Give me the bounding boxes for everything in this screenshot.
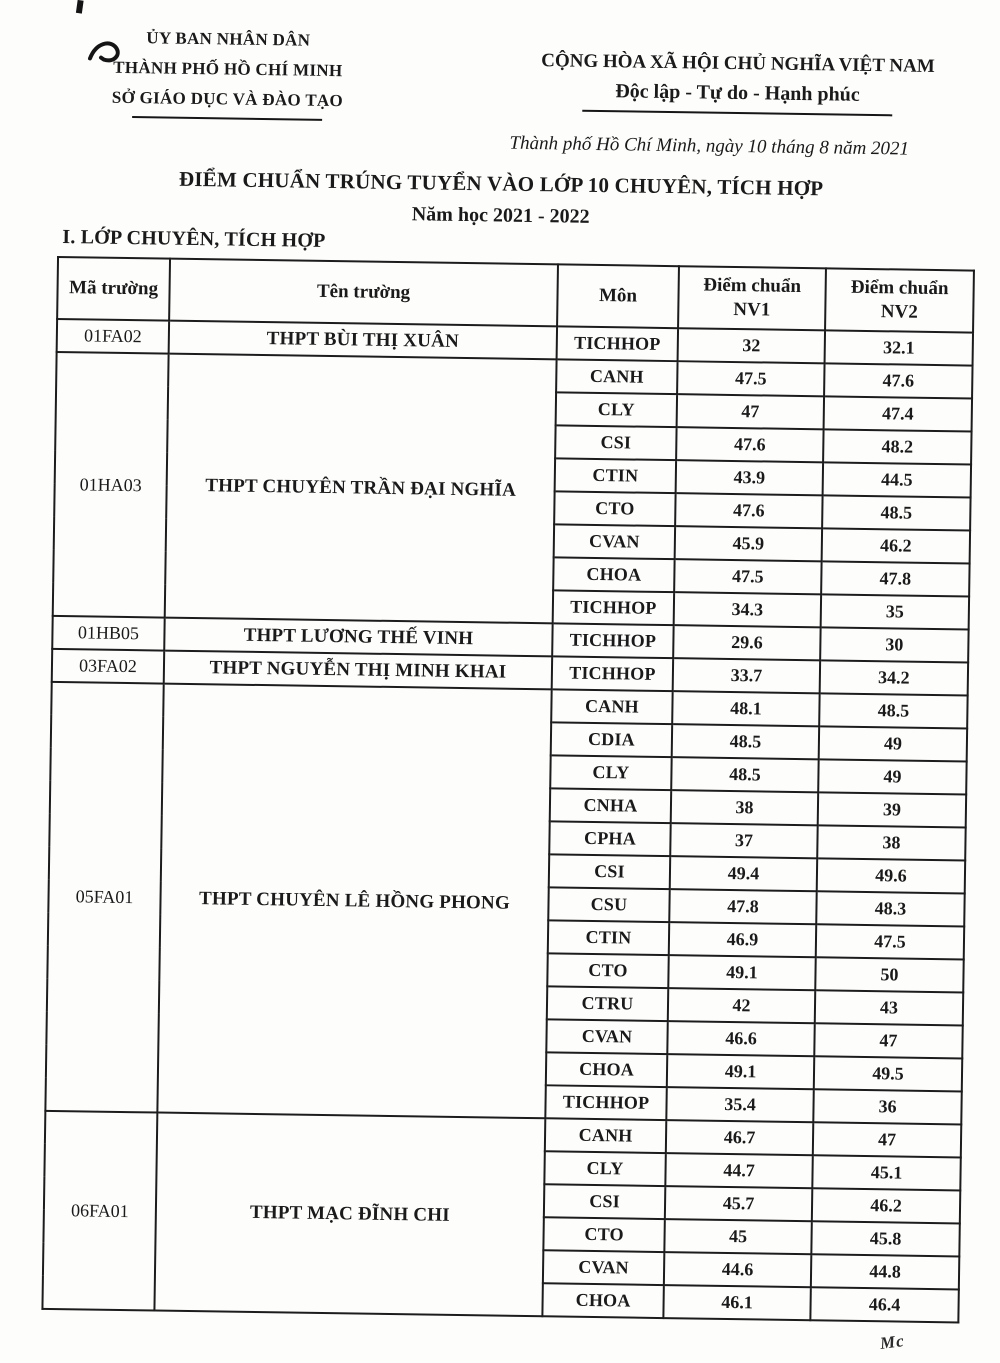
issuer-line2: THÀNH PHỐ HỒ CHÍ MINH <box>113 57 343 81</box>
subject-cell: TICHHOP <box>552 623 673 658</box>
header-cell-nv1 <box>678 266 826 330</box>
national-motto-line2: Độc lập - Tự do - Hạnh phúc <box>615 80 860 106</box>
school-code-cell: 05FA01 <box>45 682 163 1113</box>
subject-cell: CSI <box>555 425 676 460</box>
school-name-cell: THPT BÙI THỊ XUÂN <box>169 321 557 360</box>
nv2-score-cell: 47 <box>813 1122 961 1157</box>
nv2-score-cell: 36 <box>813 1089 961 1124</box>
motto-underline <box>582 110 892 117</box>
nv2-score-cell: 48.5 <box>819 693 967 728</box>
school-code-cell: 01FA02 <box>57 319 169 354</box>
dateline: Thành phố Hồ Chí Minh, ngày 10 tháng 8 năm 2021 <box>509 132 910 160</box>
nv2-score-cell: 47.5 <box>816 924 964 959</box>
document-subtitle: Năm học 2021 - 2022 <box>411 203 590 228</box>
nv2-score-cell: 44.5 <box>823 462 971 497</box>
subject-cell: CLY <box>556 392 677 427</box>
nv2-score-cell: 46.4 <box>810 1287 958 1322</box>
header-nv2-line2: NV2 <box>880 301 918 323</box>
issuer-block <box>62 22 393 122</box>
nv1-score-cell: 48.5 <box>671 757 818 792</box>
subject-cell: CTO <box>543 1217 664 1252</box>
nv1-score-cell: 38 <box>671 790 818 825</box>
header-cell-name: Tên trường <box>169 259 558 327</box>
issuer-line3: SỞ GIÁO DỤC VÀ ĐÀO TẠO <box>111 87 344 111</box>
nv1-score-cell: 42 <box>668 988 815 1023</box>
subject-cell: TICHHOP <box>545 1085 666 1120</box>
nv2-score-cell: 49 <box>819 726 967 761</box>
subject-cell: CTO <box>547 953 668 988</box>
nv1-score-cell: 37 <box>670 823 817 858</box>
nv2-score-cell: 48.2 <box>823 429 971 464</box>
nv2-score-cell: 45.8 <box>811 1221 959 1256</box>
nv2-score-cell: 47.4 <box>824 396 972 431</box>
nv1-score-cell: 45.9 <box>675 526 822 561</box>
nv1-score-cell: 47 <box>677 394 824 429</box>
section-heading: I. LỚP CHUYÊN, TÍCH HỢP <box>62 226 326 252</box>
subject-cell: CSI <box>544 1184 665 1219</box>
nv2-score-cell: 44.8 <box>811 1254 959 1289</box>
subject-cell: CSI <box>549 854 670 889</box>
nv2-score-cell: 46.2 <box>812 1188 960 1223</box>
school-code-cell: 01HB05 <box>52 616 164 651</box>
nv2-score-cell: 34.2 <box>820 660 968 695</box>
nv2-score-cell: 47.6 <box>824 363 972 398</box>
subject-cell: CANH <box>556 359 677 394</box>
nv1-score-cell: 29.6 <box>673 625 820 660</box>
nv1-score-cell: 49.4 <box>670 856 817 891</box>
subject-cell: TICHHOP <box>552 656 673 691</box>
school-code-cell: 03FA02 <box>52 649 164 684</box>
national-header-block <box>502 47 973 118</box>
header-cell-code: Mã trường <box>57 257 170 321</box>
nv1-score-cell: 33.7 <box>673 658 820 693</box>
header-cell-subject: Môn <box>557 264 679 328</box>
nv2-score-cell: 39 <box>818 792 966 827</box>
nv2-score-cell: 49.5 <box>814 1056 962 1091</box>
handwritten-note: Mc <box>878 1331 906 1353</box>
nv2-score-cell: 35 <box>821 594 969 629</box>
nv1-score-cell: 46.6 <box>667 1021 814 1056</box>
subject-cell: CHOA <box>542 1283 663 1318</box>
nv1-score-cell: 45.7 <box>665 1186 812 1221</box>
nv1-score-cell: 47.5 <box>674 559 821 594</box>
subject-cell: CPHA <box>549 821 670 856</box>
subject-cell: CLY <box>550 755 671 790</box>
nv1-score-cell: 47.6 <box>676 427 823 462</box>
subject-cell: CVAN <box>546 1019 667 1054</box>
nv2-score-cell: 32.1 <box>825 330 973 365</box>
subject-cell: TICHHOP <box>557 326 678 361</box>
document-title: ĐIỂM CHUẨN TRÚNG TUYỂN VÀO LỚP 10 CHUYÊN, TÍCH HỢP <box>178 166 824 201</box>
nv1-score-cell: 46.9 <box>669 922 816 957</box>
subject-cell: CTIN <box>555 458 676 493</box>
subject-cell: CNHA <box>550 788 671 823</box>
subject-cell: TICHHOP <box>553 590 674 625</box>
school-name-cell: THPT MẠC ĐĨNH CHI <box>154 1113 545 1317</box>
nv2-score-cell: 48.5 <box>822 495 970 530</box>
nv2-score-cell: 49 <box>818 759 966 794</box>
subject-cell: CTRU <box>547 986 668 1021</box>
national-motto-line1: CỘNG HÒA XÃ HỘI CHỦ NGHĨA VIỆT NAM <box>541 50 935 77</box>
school-name-cell: THPT LƯƠNG THẾ VINH <box>164 618 552 657</box>
nv2-score-cell: 30 <box>820 627 968 662</box>
school-name-cell: THPT CHUYÊN LÊ HỒNG PHONG <box>157 684 551 1119</box>
school-name-cell: THPT CHUYÊN TRẦN ĐẠI NGHĨA <box>165 354 557 624</box>
nv1-score-cell: 32 <box>678 328 825 363</box>
header-nv1-line2: NV1 <box>733 298 771 321</box>
nv2-score-cell: 46.2 <box>822 528 970 563</box>
subject-cell: CLY <box>544 1151 665 1186</box>
score-table-body <box>42 319 973 1322</box>
score-table <box>41 256 975 1324</box>
subject-cell: CDIA <box>551 722 672 757</box>
nv1-score-cell: 49.1 <box>667 1054 814 1089</box>
nv1-score-cell: 43.9 <box>676 460 823 495</box>
issuer-underline <box>132 116 322 121</box>
nv2-score-cell: 47.8 <box>821 561 969 596</box>
subject-cell: CTIN <box>548 920 669 955</box>
nv2-score-cell: 45.1 <box>812 1155 960 1190</box>
nv1-score-cell: 44.7 <box>665 1153 812 1188</box>
subject-cell: CTO <box>554 491 675 526</box>
nv2-score-cell: 38 <box>817 825 965 860</box>
nv2-score-cell: 47 <box>814 1023 962 1058</box>
school-code-cell: 06FA01 <box>42 1111 157 1311</box>
issuer-line1: ỦY BAN NHÂN DÂN <box>146 28 311 50</box>
subject-cell: CANH <box>545 1118 666 1153</box>
subject-cell: CANH <box>551 689 672 724</box>
nv1-score-cell: 48.5 <box>672 724 819 759</box>
nv1-score-cell: 48.1 <box>672 691 819 726</box>
school-code-cell: 01HA03 <box>53 352 169 618</box>
nv2-score-cell: 43 <box>815 990 963 1025</box>
nv1-score-cell: 47.5 <box>677 361 824 396</box>
header-nv2-line1: Điểm chuẩn <box>850 276 949 300</box>
subject-cell: CVAN <box>554 524 675 559</box>
nv1-score-cell: 47.8 <box>669 889 816 924</box>
subject-cell: CSU <box>548 887 669 922</box>
nv2-score-cell: 49.6 <box>817 858 965 893</box>
nv1-score-cell: 45 <box>664 1219 811 1254</box>
nv1-score-cell: 46.1 <box>663 1285 810 1320</box>
nv2-score-cell: 48.3 <box>816 891 964 926</box>
header-cell-nv2 <box>825 268 974 332</box>
nv1-score-cell: 44.6 <box>664 1252 811 1287</box>
scan-edge-mark <box>76 0 84 14</box>
nv1-score-cell: 49.1 <box>668 955 815 990</box>
nv1-score-cell: 47.6 <box>675 493 822 528</box>
subject-cell: CHOA <box>546 1052 667 1087</box>
nv1-score-cell: 46.7 <box>666 1120 813 1155</box>
subject-cell: CVAN <box>543 1250 664 1285</box>
school-name-cell: THPT NGUYỄN THỊ MINH KHAI <box>164 651 552 690</box>
subject-cell: CHOA <box>553 557 674 592</box>
header-nv1-line1: Điểm chuẩn <box>703 274 802 297</box>
nv2-score-cell: 50 <box>815 957 963 992</box>
nv1-score-cell: 35.4 <box>666 1087 813 1122</box>
nv1-score-cell: 34.3 <box>674 592 821 627</box>
